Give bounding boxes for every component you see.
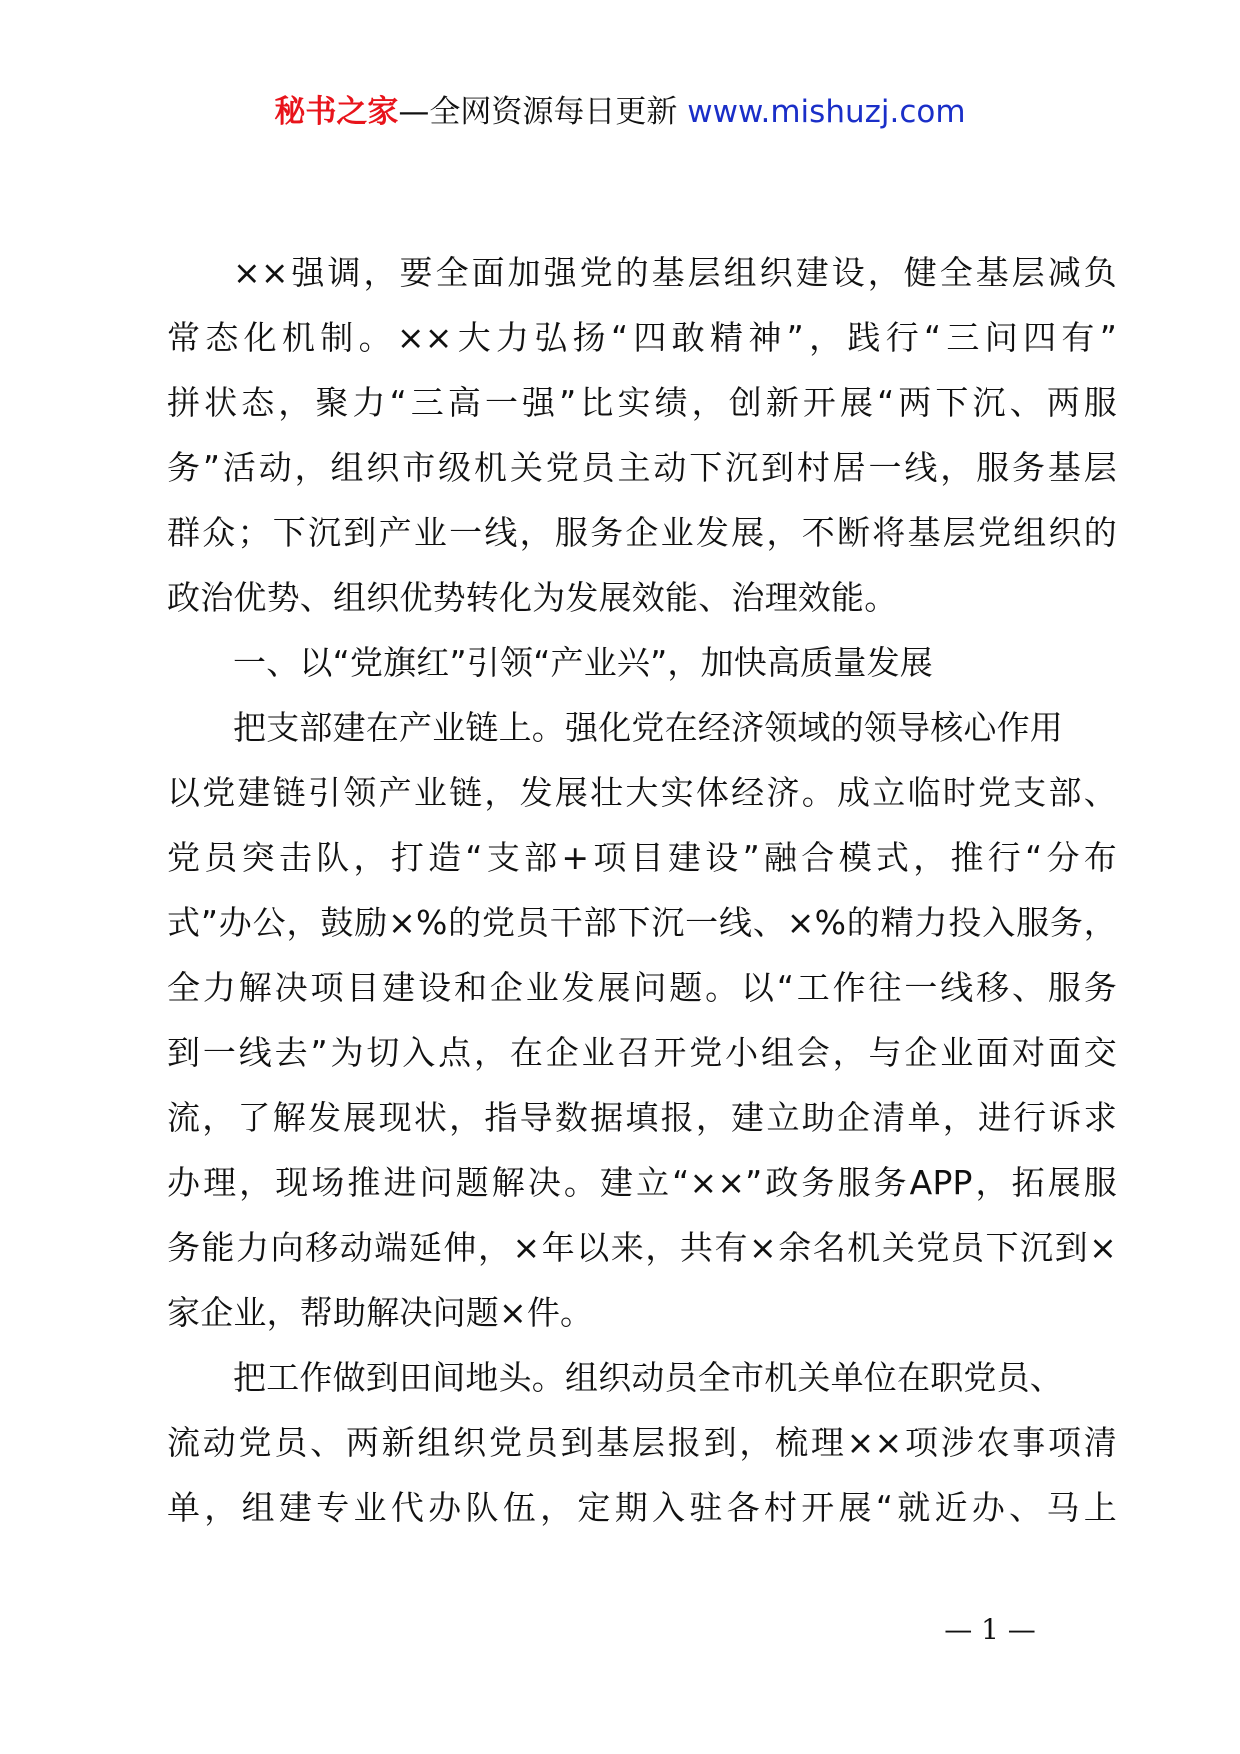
text-line: 以党建链引领产业链，发展壮大实体经济。成立临时党支部、	[167, 773, 1117, 812]
text-line: 式”办公，鼓励×%的党员干部下沉一线、×%的精力投入服务，	[167, 903, 1117, 942]
header-tagline: —全网资源每日更新	[398, 94, 688, 130]
text-line: 把工作做到田间地头。组织动员全市机关单位在职党员、	[233, 1358, 1063, 1397]
text-line: 群众；下沉到产业一线，服务企业发展，不断将基层党组织的	[167, 513, 1117, 552]
section-heading: 一、以“党旗红”引领“产业兴”，加快高质量发展	[233, 643, 933, 682]
text-line: 把支部建在产业链上。强化党在经济领域的领导核心作用	[233, 708, 1063, 747]
text-line: 政治优势、组织优势转化为发展效能、治理效能。	[167, 578, 898, 617]
text-line: 流动党员、两新组织党员到基层报到，梳理××项涉农事项清	[167, 1423, 1117, 1462]
site-header	[0, 92, 1240, 132]
text-line: ××强调，要全面加强党的基层组织建设，健全基层减负	[233, 253, 1117, 292]
page-number: — 1 —	[944, 1613, 1036, 1646]
brand-name: 秘书之家	[274, 94, 399, 130]
text-line: 党员突击队，打造“支部+项目建设”融合模式，推行“分布	[167, 838, 1117, 877]
text-line: 到一线去”为切入点，在企业召开党小组会，与企业面对面交	[167, 1033, 1117, 1072]
text-line: 流，了解发展现状，指导数据填报，建立助企清单，进行诉求	[167, 1098, 1117, 1137]
text-line: 家企业，帮助解决问题×件。	[167, 1293, 594, 1332]
text-line: 单，组建专业代办队伍，定期入驻各村开展“就近办、马上	[167, 1488, 1117, 1527]
text-line: 务”活动，组织市级机关党员主动下沉到村居一线，服务基层	[167, 448, 1117, 487]
text-line: 务能力向移动端延伸，×年以来，共有×余名机关党员下沉到×	[167, 1228, 1117, 1267]
text-line: 全力解决项目建设和企业发展问题。以“工作往一线移、服务	[167, 968, 1117, 1007]
site-url-link[interactable]: www.mishuzj.com	[687, 94, 966, 130]
text-line: 常态化机制。××大力弘扬“四敢精神”，践行“三问四有”	[167, 318, 1117, 357]
text-line: 办理，现场推进问题解决。建立“××”政务服务APP，拓展服	[167, 1163, 1117, 1202]
text-line: 拼状态，聚力“三高一强”比实绩，创新开展“两下沉、两服	[167, 383, 1117, 422]
document-body	[167, 240, 1117, 1540]
